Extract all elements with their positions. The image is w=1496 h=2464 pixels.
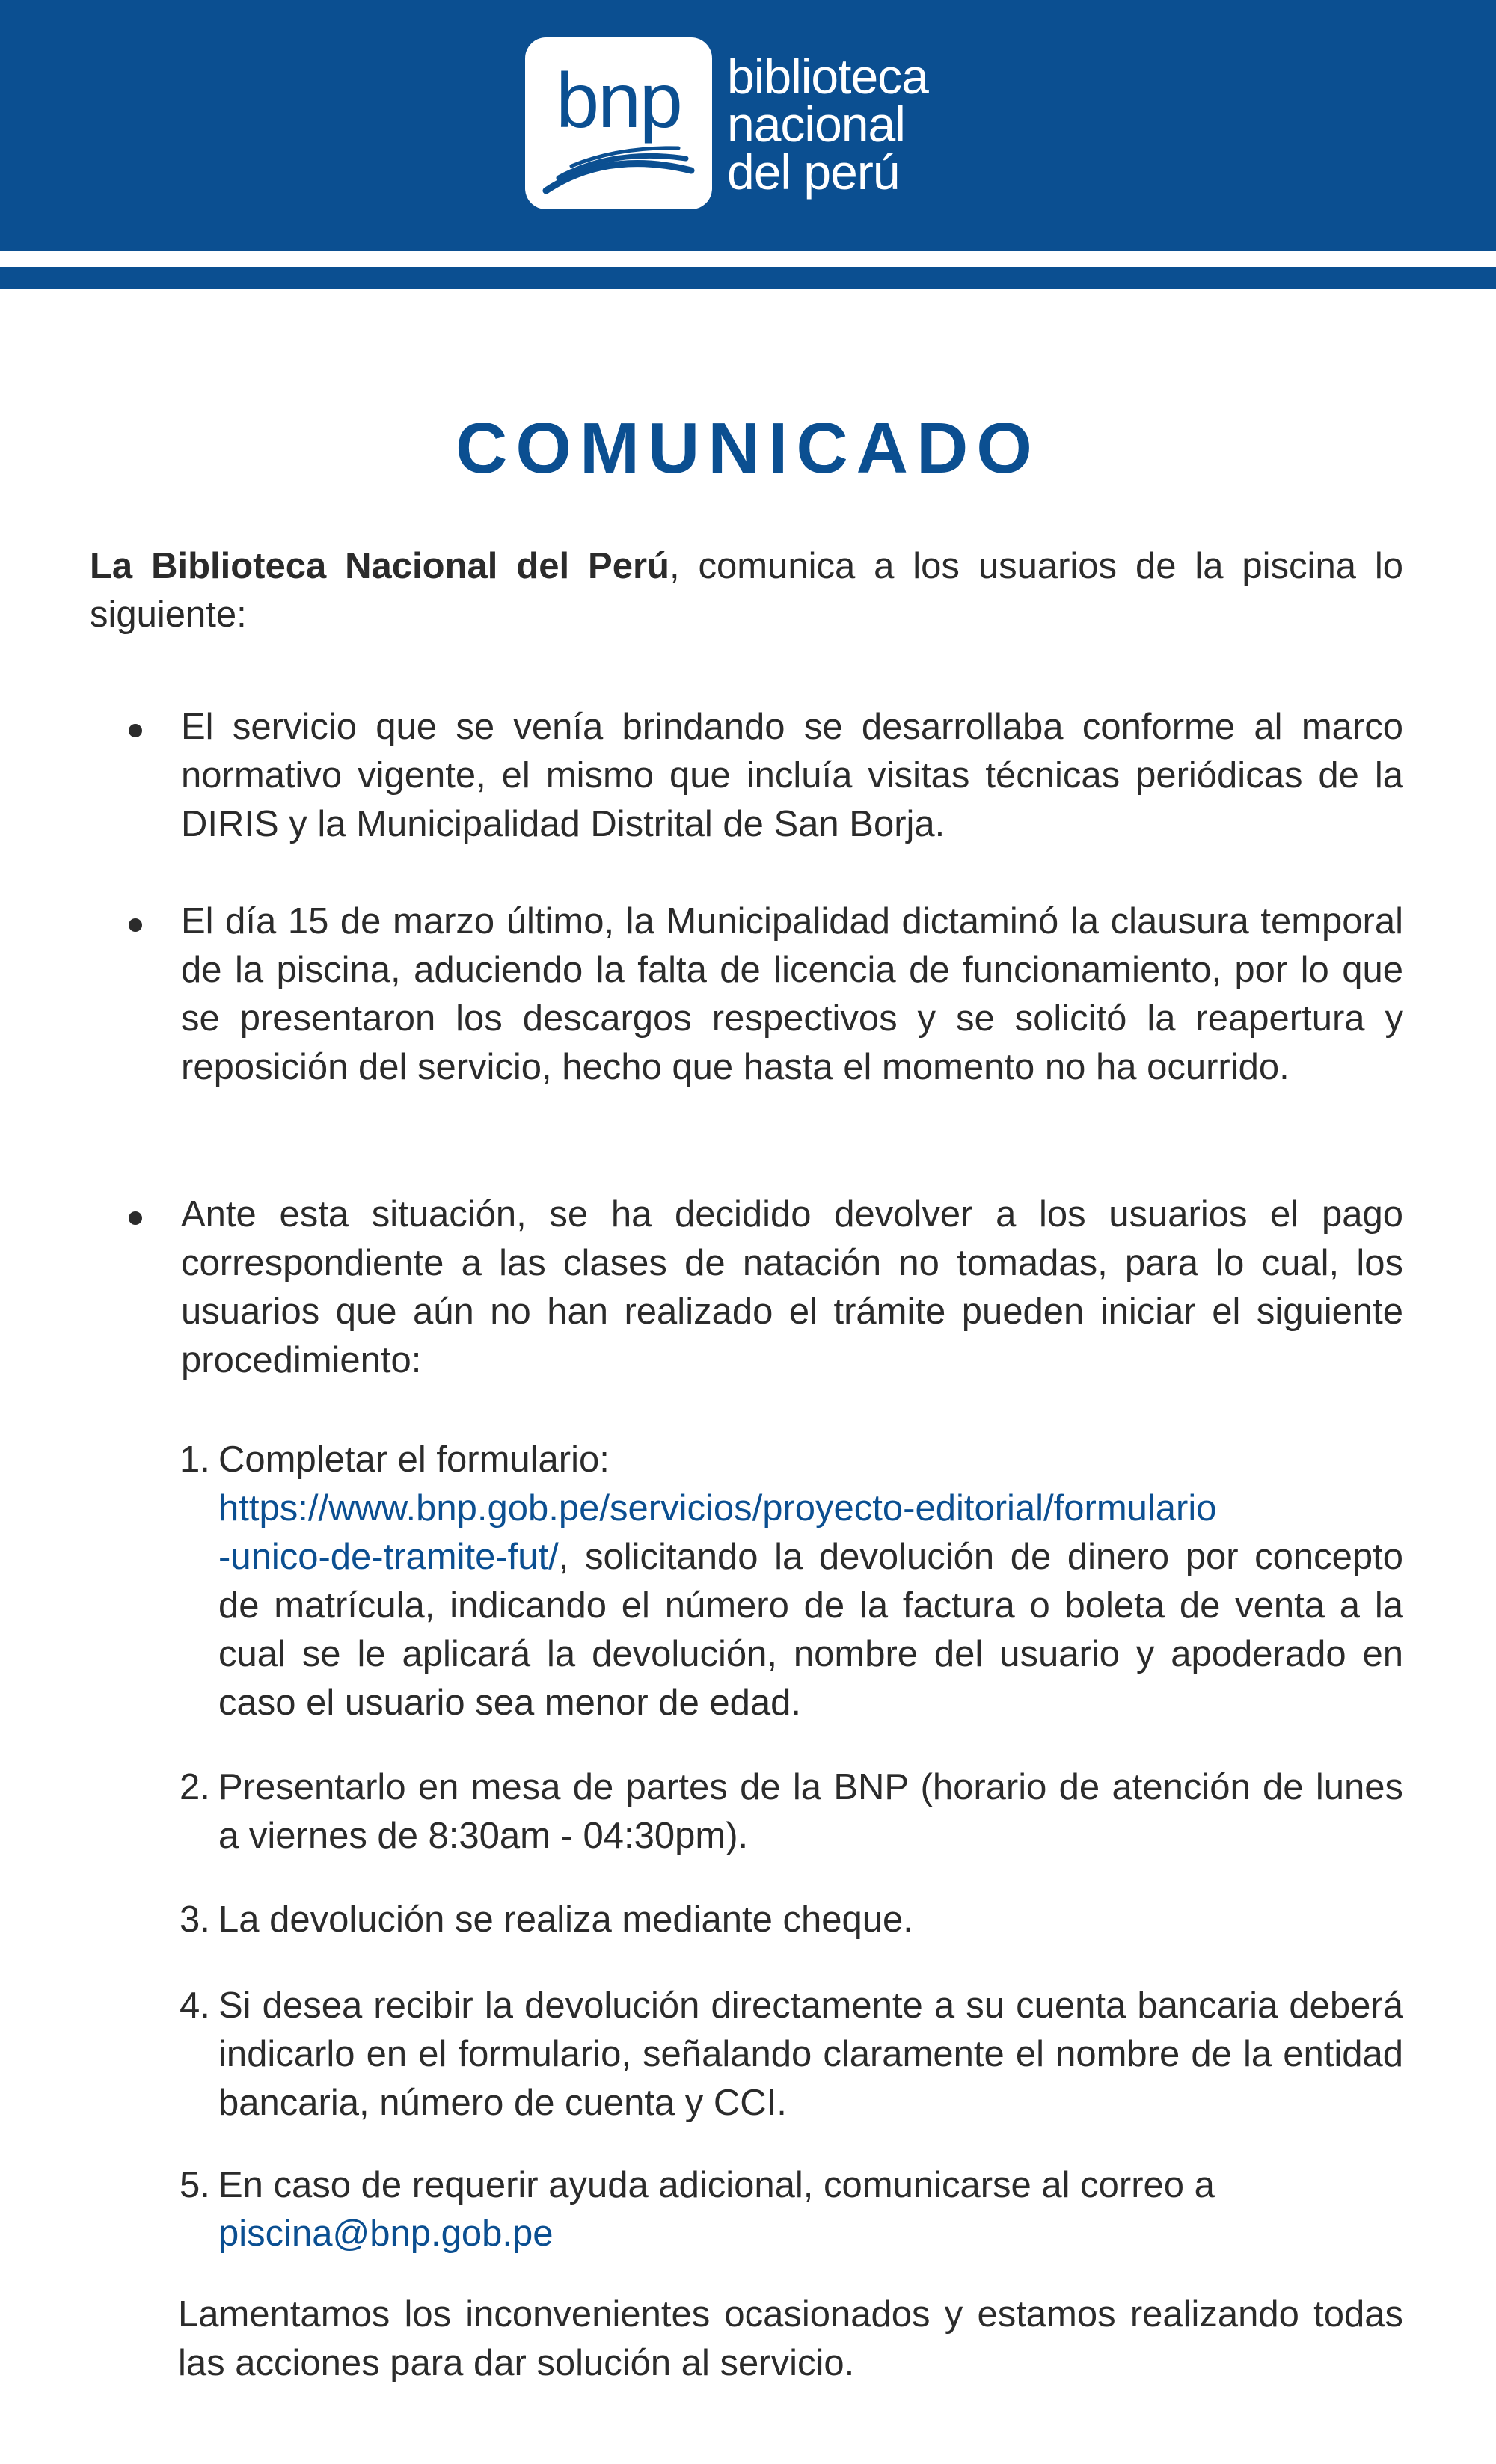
header-stripe [0,267,1496,289]
step-item [180,1982,1403,2127]
closing-paragraph: Lamentamos los inconvenientes ocasionados y estamos realizando todas las acciones para dar solución al servicio. [178,2294,1403,2383]
form-link-part: -unico-de-tramite-fut/ [218,1537,559,1577]
bullet-item: Ante esta situación, se ha decidido devolver a los usuarios el pago correspondiente a las clases de natación no tomadas, para lo cual, los usuarios que aún no han realizado el trámite pueden iniciar el siguiente procedimiento: [181,1194,1403,1380]
logo-name-line: biblioteca [727,49,928,104]
step-item [180,2161,1403,2258]
logo-name-line: del perú [727,144,900,200]
step-item [180,1436,1403,1727]
step-number: 3. [180,1899,210,1940]
bullet-dot-icon [129,1211,142,1225]
page-title: COMUNICADO [456,408,1040,488]
step-number: 5. [180,2165,210,2205]
bullet-item: El día 15 de marzo último, la Municipalidad dictaminó la clausura temporal de la piscina, aduciendo la falta de licencia de funcionamiento, por lo que se presentaron los descargos respectivos y se solicitó la reapertura y reposición del servicio, hecho que hasta el momento no ha ocurrido. [181,901,1403,1087]
intro-paragraph [90,542,1403,639]
logo-name [727,49,928,200]
step-text: , solicitando la devolución de dinero por concepto de matrícula, indicando el número de la factura o boleta de venta a la cual se le aplicará la devolución, nombre del usuario y apoderado en caso el usuario sea menor de edad. [218,1537,1403,1723]
email-link[interactable]: piscina@bnp.gob.pe [218,2213,554,2254]
step-item [180,1896,1403,1944]
step-item [180,1763,1403,1861]
step-text: Presentarlo en mesa de partes de la BNP (horario de atención de lunes a viernes de 8:30am - 04:30pm). [218,1767,1403,1856]
bullet-item: El servicio que se venía brindando se desarrollaba conforme al marco normativo vigente, el mismo que incluía visitas técnicas periódicas de la DIRIS y la Municipalidad Distrital de San Borja. [181,707,1403,844]
bnp-logo [525,37,712,209]
step-number: 1. [180,1440,210,1480]
logo-name-line: nacional [727,96,905,152]
step-text: Si desea recibir la devolución directamente a su cuenta bancaria deberá indicarlo en el formulario, señalando claramente el nombre de la entidad bancaria, número de cuenta y CCI. [218,1985,1403,2123]
step-number: 4. [180,1985,210,2026]
form-link-part: https://www.bnp.gob.pe/servicios/proyecto-editorial/formulario [218,1488,1217,1529]
book-arcs-icon [525,37,712,209]
step-text: En caso de requerir ayuda adicional, comunicarse al correo a [218,2165,1215,2205]
step-lead: Completar el formulario: [218,1440,610,1480]
step-number: 2. [180,1767,210,1807]
logo-abbr: bnp [556,58,681,144]
step-text: La devolución se realiza mediante cheque. [218,1899,913,1940]
intro-rest: , comunica a los usuarios de la piscina lo siguiente: [90,546,1404,635]
bullet-dot-icon [129,918,142,932]
intro-bold: La Biblioteca Nacional del Perú [90,546,669,586]
bullet-dot-icon [129,724,142,737]
